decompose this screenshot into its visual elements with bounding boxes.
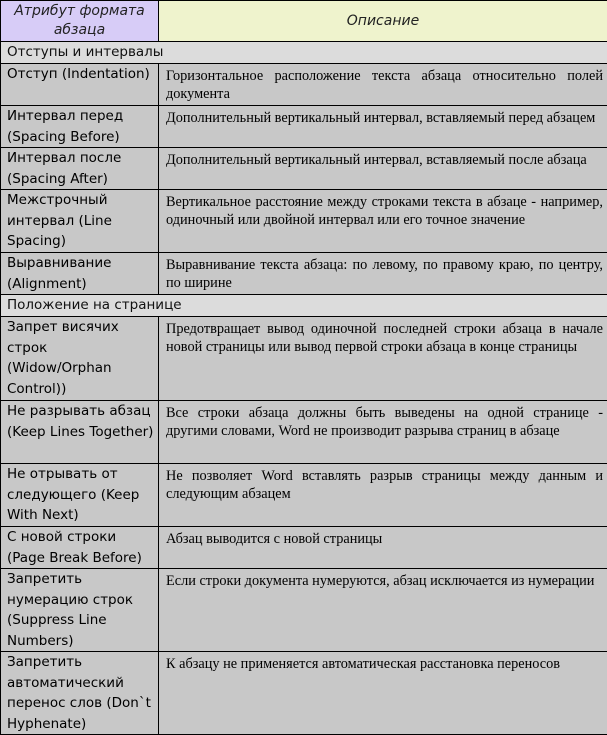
description-cell: Предотвращает вывод одиночной последней строки абзаца в начале новой страницы или вывод первой строки абзаца в конце страницы [159,317,607,401]
table-row [1,401,607,464]
table-row [1,148,607,190]
section-row [1,295,607,317]
description-cell: Дополнительный вертикальный интервал, вставляемый после абзаца [159,148,607,190]
description-cell: Не позволяет Word вставлять разрыв страницы между данным и следующим абзацем [159,464,607,527]
table-row [1,317,607,401]
table-row [1,527,607,569]
table-row [1,190,607,253]
attribute-cell: Интервал перед (Spacing Before) [1,106,159,148]
section-row [1,42,607,64]
table-row [1,652,607,735]
attribute-cell: С новой строки (Page Break Before) [1,527,159,569]
table-row [1,464,607,527]
description-cell: Если строки документа нумеруются, абзац исключается из нумерации [159,569,607,652]
attribute-cell: Не отрывать от следующего (Keep With Next) [1,464,159,527]
table-row [1,253,607,295]
header-attribute: Атрибут формата абзаца [1,1,159,42]
description-cell: Дополнительный вертикальный интервал, вставляемый перед абзацем [159,106,607,148]
attribute-cell: Запрет висячих строк (Widow/Orphan Control)) [1,317,159,401]
attribute-cell: Отступ (Indentation) [1,64,159,106]
table-row [1,569,607,652]
description-cell: Абзац выводится с новой страницы [159,527,607,569]
header-description: Описание [159,1,607,42]
table-header-row [1,1,607,42]
table-row [1,106,607,148]
attribute-cell: Межстрочный интервал (Line Spacing) [1,190,159,253]
attribute-cell: Интервал после (Spacing After) [1,148,159,190]
section-title: Отступы и интервалы [1,42,607,64]
description-cell: Горизонтальное расположение текста абзаца относительно полей документа [159,64,607,106]
table-row [1,64,607,106]
attribute-cell: Выравнивание (Alignment) [1,253,159,295]
description-cell: Вертикальное расстояние между строками текста в абзаце - например, одиночный или двойной интервал или его точное значение [159,190,607,253]
description-cell: К абзацу не применяется автоматическая расстановка переносов [159,652,607,735]
description-cell: Все строки абзаца должны быть выведены на одной странице - другими словами, Word не производит разрыва страниц в абзаце [159,401,607,464]
section-title: Положение на странице [1,295,607,317]
attribute-cell: Запретить нумерацию строк (Suppress Line Numbers) [1,569,159,652]
attribute-cell: Не разрывать абзац (Keep Lines Together) [1,401,159,464]
description-cell: Выравнивание текста абзаца: по левому, по правому краю, по центру, по ширине [159,253,607,295]
attribute-cell: Запретить автоматический перенос слов (Don`t Hyphenate) [1,652,159,735]
